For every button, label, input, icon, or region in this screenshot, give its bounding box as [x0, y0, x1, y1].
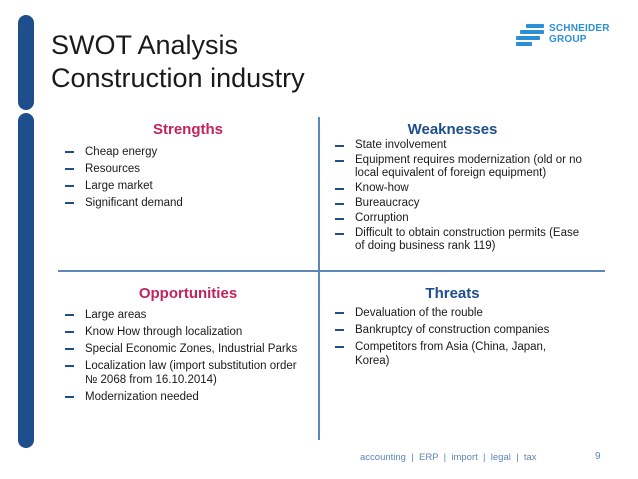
- quadrant-divider-horizontal: [58, 270, 605, 272]
- weaknesses-heading: Weaknesses: [407, 121, 498, 138]
- list-item: Difficult to obtain construction permits (Ease of doing business rank 119): [330, 227, 585, 253]
- list-item: Modernization needed: [60, 390, 300, 404]
- dash-bullet-icon: [65, 348, 74, 350]
- dash-bullet-icon: [65, 396, 74, 398]
- list-item: Know-how: [330, 182, 585, 195]
- dash-bullet-icon: [335, 346, 344, 348]
- logo-mark-icon: [516, 24, 546, 46]
- dash-bullet-icon: [335, 312, 344, 314]
- quadrant-divider-vertical: [318, 117, 320, 440]
- side-accent-bar: [18, 113, 34, 448]
- strengths-list: [60, 145, 310, 213]
- logo-text: [549, 23, 610, 45]
- logo-line-2: GROUP: [549, 34, 587, 45]
- dash-bullet-icon: [65, 185, 74, 187]
- list-item: Significant demand: [60, 196, 310, 210]
- dash-bullet-icon: [335, 329, 344, 331]
- list-item: Corruption: [330, 212, 585, 225]
- logo-line-1: SCHNEIDER: [549, 23, 610, 34]
- dash-bullet-icon: [65, 151, 74, 153]
- dash-bullet-icon: [65, 202, 74, 204]
- weaknesses-list: [330, 139, 585, 255]
- title-line-2: Construction industry: [51, 63, 305, 93]
- list-item: Bankruptcy of construction companies: [330, 323, 575, 337]
- threats-list: [330, 306, 575, 371]
- company-logo: [516, 22, 628, 48]
- list-item: Large market: [60, 179, 310, 193]
- list-item: Competitors from Asia (China, Japan, Korea): [330, 340, 575, 368]
- opportunities-list: [60, 308, 300, 407]
- dash-bullet-icon: [335, 145, 344, 147]
- list-item: Cheap energy: [60, 145, 310, 159]
- list-item: Special Economic Zones, Industrial Parks: [60, 342, 300, 356]
- list-item: Bureaucracy: [330, 197, 585, 210]
- page-number: 9: [595, 451, 601, 462]
- list-item: Devaluation of the rouble: [330, 306, 575, 320]
- list-item: Equipment requires modernization (old or no local equivalent of foreign equipment): [330, 154, 585, 180]
- list-item: Resources: [60, 162, 310, 176]
- dash-bullet-icon: [65, 314, 74, 316]
- page-title: [51, 29, 305, 95]
- dash-bullet-icon: [335, 188, 344, 190]
- list-item: Large areas: [60, 308, 300, 322]
- dash-bullet-icon: [335, 160, 344, 162]
- title-accent-bar: [18, 15, 34, 110]
- title-line-1: SWOT Analysis: [51, 30, 239, 60]
- dash-bullet-icon: [65, 365, 74, 367]
- footer-services: accounting | ERP | import | legal | tax: [360, 452, 537, 463]
- opportunities-heading: Opportunities: [138, 285, 238, 302]
- list-item: State involvement: [330, 139, 585, 152]
- dash-bullet-icon: [65, 168, 74, 170]
- threats-heading: Threats: [425, 285, 480, 302]
- dash-bullet-icon: [335, 233, 344, 235]
- strengths-heading: Strengths: [152, 121, 223, 138]
- dash-bullet-icon: [65, 331, 74, 333]
- list-item: Localization law (import substitution order № 2068 from 16.10.2014): [60, 359, 300, 387]
- dash-bullet-icon: [335, 218, 344, 220]
- dash-bullet-icon: [335, 203, 344, 205]
- list-item: Know How through localization: [60, 325, 300, 339]
